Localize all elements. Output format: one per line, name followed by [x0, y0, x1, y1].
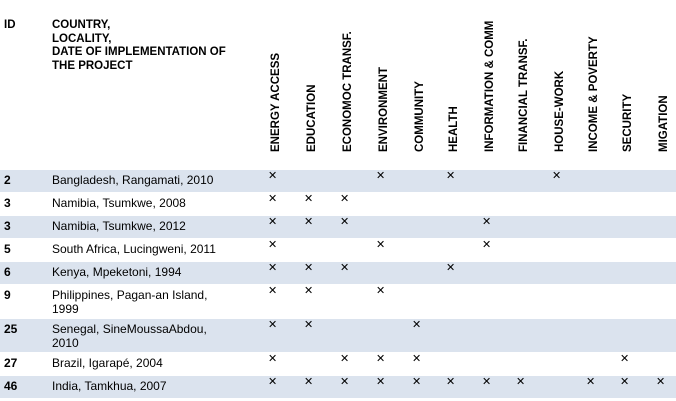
country-column-header: COUNTRY, LOCALITY, DATE OF IMPLEMENTATION OF THE PROJECT: [52, 19, 226, 72]
row-project-name: South Africa, Lucingweni, 2011: [52, 242, 216, 256]
row-project-name: Brazil, Igarapé, 2004: [52, 356, 163, 370]
x-mark: ✕: [446, 262, 456, 274]
x-mark: ✕: [304, 193, 314, 205]
x-mark: ✕: [516, 376, 526, 388]
row-project-name: Namibia, Tsumkwe, 2012: [52, 219, 186, 233]
x-mark: ✕: [340, 216, 350, 228]
row-project-name: Namibia, Tsumkwe, 2008: [52, 196, 186, 210]
row-project-name: Kenya, Mpeketoni, 1994: [52, 265, 182, 279]
x-mark: ✕: [268, 285, 278, 297]
x-mark: ✕: [552, 170, 562, 182]
x-mark: ✕: [376, 170, 386, 182]
x-mark: ✕: [304, 216, 314, 228]
x-mark: ✕: [304, 319, 314, 331]
column-header-4: [376, 4, 392, 168]
column-header-6: [446, 4, 462, 168]
column-header-label: SECURITY: [622, 93, 634, 152]
row-id: 6: [4, 265, 11, 279]
column-header-5: [412, 4, 428, 168]
column-header-label: MIGATION: [658, 95, 670, 152]
table-row: [0, 192, 676, 215]
column-header-label: INCOME & POVERTY: [588, 36, 600, 152]
x-mark: ✕: [268, 262, 278, 274]
column-header-label: HOUSE-WORK: [554, 70, 566, 152]
x-mark: ✕: [656, 376, 666, 388]
row-id: 2: [4, 173, 11, 187]
x-mark: ✕: [268, 193, 278, 205]
x-mark: ✕: [268, 170, 278, 182]
column-header-label: ENVIRONMENT: [378, 67, 390, 152]
x-mark: ✕: [482, 239, 492, 251]
x-mark: ✕: [412, 353, 422, 365]
column-header-1: [268, 4, 284, 168]
row-project-name: Philippines, Pagan-an Island, 1999: [52, 288, 208, 316]
x-mark: ✕: [620, 376, 630, 388]
table-body: [0, 169, 676, 398]
table-row: [0, 352, 676, 375]
column-header-2: [304, 4, 320, 168]
row-id: 3: [4, 219, 11, 233]
x-mark: ✕: [586, 376, 596, 388]
row-project-name: Senegal, SineMoussaAbdou, 2010: [52, 322, 207, 350]
x-mark: ✕: [412, 319, 422, 331]
column-header-label: COMMUNITY: [414, 81, 426, 152]
table-row: [0, 261, 676, 284]
table-row: [0, 215, 676, 238]
column-header-label: FINANCIAL TRANSF.: [518, 38, 530, 152]
column-header-8: [516, 4, 532, 168]
table-row: [0, 238, 676, 261]
row-id: 25: [4, 322, 18, 336]
x-mark: ✕: [376, 285, 386, 297]
x-mark: ✕: [340, 376, 350, 388]
column-header-3: [340, 4, 356, 168]
x-mark: ✕: [412, 376, 422, 388]
x-mark: ✕: [304, 376, 314, 388]
column-header-11: [620, 4, 636, 168]
column-header-label: INFORMATION & COMM: [484, 20, 496, 152]
x-mark: ✕: [268, 376, 278, 388]
x-mark: ✕: [304, 285, 314, 297]
id-column-header: ID: [4, 19, 16, 31]
table-row: [0, 375, 676, 398]
table-row: [0, 318, 676, 352]
row-id: 5: [4, 242, 11, 256]
x-mark: ✕: [482, 216, 492, 228]
x-mark: ✕: [482, 376, 492, 388]
row-id: 46: [4, 379, 18, 393]
row-id: 9: [4, 288, 11, 302]
table-row: [0, 284, 676, 318]
x-mark: ✕: [340, 193, 350, 205]
row-id: 3: [4, 196, 11, 210]
x-mark: ✕: [268, 216, 278, 228]
column-header-9: [552, 4, 568, 168]
x-mark: ✕: [376, 376, 386, 388]
x-mark: ✕: [268, 239, 278, 251]
x-mark: ✕: [304, 262, 314, 274]
x-mark: ✕: [376, 353, 386, 365]
column-header-label: HEALTH: [448, 106, 460, 152]
column-header-12: [656, 4, 672, 168]
column-header-7: [482, 4, 498, 168]
x-mark: ✕: [268, 319, 278, 331]
row-project-name: India, Tamkhua, 2007: [52, 379, 167, 393]
x-mark: ✕: [340, 262, 350, 274]
table-header: [0, 0, 676, 169]
x-mark: ✕: [268, 353, 278, 365]
table-row: [0, 169, 676, 192]
column-header-label: ECONOMOC TRANSF.: [342, 31, 354, 152]
x-mark: ✕: [376, 239, 386, 251]
column-header-label: EDUCATION: [306, 84, 318, 152]
column-header-10: [586, 4, 602, 168]
row-id: 27: [4, 356, 18, 370]
x-mark: ✕: [620, 353, 630, 365]
column-header-label: ENERGY ACCESS: [270, 52, 282, 152]
x-mark: ✕: [446, 376, 456, 388]
row-project-name: Bangladesh, Rangamati, 2010: [52, 173, 214, 187]
x-mark: ✕: [446, 170, 456, 182]
x-mark: ✕: [340, 353, 350, 365]
